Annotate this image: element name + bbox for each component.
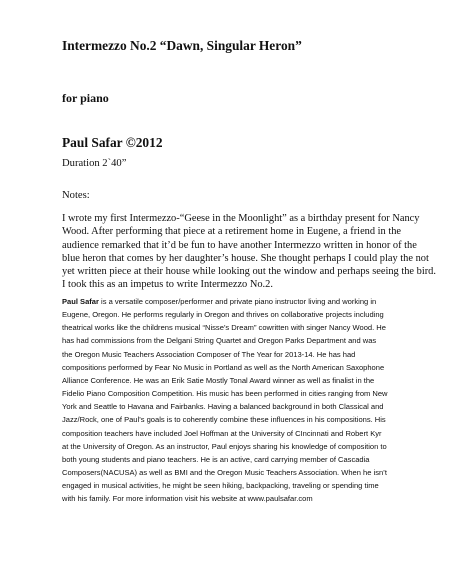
notes-line: yet written piece at their house while looking out the window and perhaps seeing the bird. xyxy=(62,266,436,278)
piece-title: Intermezzo No.2 “Dawn, Singular Heron” xyxy=(62,38,302,53)
notes-label: Notes: xyxy=(62,190,90,201)
bio-line: Composers(NACUSA) as well as BMI and the Oregon Music Teachers Association. When he isn’t xyxy=(62,468,387,478)
bio-line: has had commissions from the Delgani String Quartet and Oregon Parks Department and was xyxy=(62,336,377,346)
bio-line: at the University of Oregon. As an instructor, Paul enjoys sharing his knowledge of composition to xyxy=(62,441,387,451)
notes-line: Wood. After performing that piece at a retirement home in Eugene, a friend in the xyxy=(62,226,402,238)
notes-line: audience remarked that it’d be fun to have another Intermezzo written in honor of the xyxy=(62,239,417,251)
bio-line: composition teachers have included Joel Hoffman at the University of CIncinnati and Robert Kyr xyxy=(62,428,382,438)
bio-line: York and Seattle to Havana and Fairbanks. Having a balanced background in both Classical and xyxy=(62,402,384,412)
bio-line: Jazz/Rock, one of Paul’s goals is to coherently combine these influences in his compositions. His xyxy=(62,415,386,425)
bio-line: with his family. For more information visit his website at www.paulsafar.com xyxy=(62,494,313,504)
bio-line-text: is a versatile composer/performer and private piano instructor living and working in xyxy=(98,297,377,306)
instrumentation: for piano xyxy=(62,91,109,105)
bio-line: engaged in musical activities, he might be seen hiking, backpacking, traveling or spending time xyxy=(62,481,379,491)
bio-line: the Oregon Music Teachers Association Composer of The Year for 2013-14. He has had xyxy=(62,349,356,359)
bio-line: theatrical works like the childrens musical “Nisse’s Dream” cowritten with singer Nancy Wood. He xyxy=(62,323,386,333)
notes-line: I wrote my first Intermezzo-“Geese in the Moonlight” as a birthday present for Nancy xyxy=(62,213,420,224)
notes-line: blue heron that comes by her daughter’s house. She thought perhaps I could play the not xyxy=(62,252,429,264)
composer-biography xyxy=(62,295,432,506)
duration-text: Duration 2`40” xyxy=(62,158,127,169)
bio-line: Alliance Conference. He was an Erik Satie Mostly Tonal Award winner as well as finalist in the xyxy=(62,375,375,385)
program-notes xyxy=(62,212,436,292)
bio-line: both young students and piano teachers. He is an active, card carrying member of Cascadia xyxy=(62,454,370,464)
bio-line xyxy=(62,295,432,308)
composer-copyright: Paul Safar ©2012 xyxy=(62,135,163,150)
bio-line: Eugene, Oregon. He performs regularly in Oregon and thrives on collaborative projects including xyxy=(62,310,384,320)
bio-line: compositions performed by Fear No Music in Portland as well as the North American Saxophone xyxy=(62,362,385,372)
notes-line: I took this as an impetus to write Intermezzo No.2. xyxy=(62,279,273,291)
bio-composer-name: Paul Safar xyxy=(62,297,99,306)
bio-line: Fidelio Piano Composition Competition. His music has been performed in cities ranging from New xyxy=(62,389,388,399)
